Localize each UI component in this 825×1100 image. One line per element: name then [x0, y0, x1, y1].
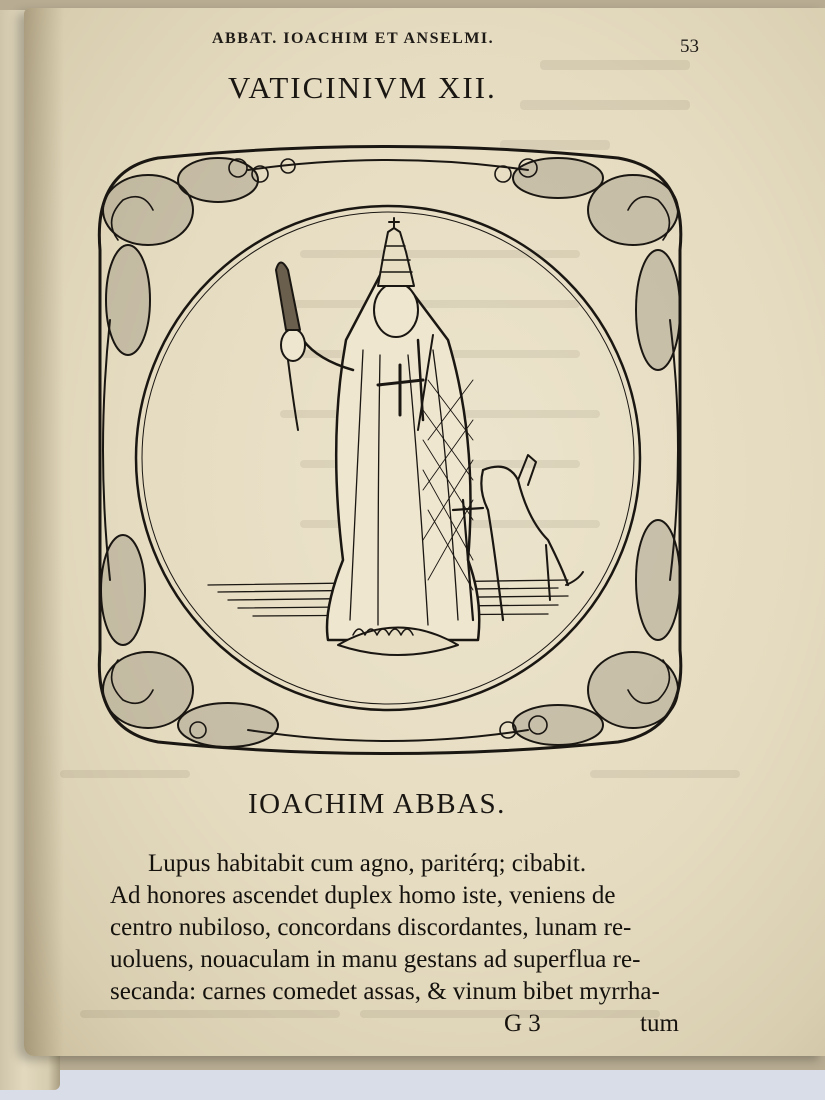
woodcut-illustration — [88, 140, 698, 760]
prophecy-title: VATICINIVM XII. — [228, 70, 497, 105]
text-line: secanda: carnes comedet assas, & vinum bibet myrrha- — [110, 978, 660, 1005]
folio-number: 53 — [680, 36, 699, 57]
catchword: tum — [640, 1010, 679, 1037]
text-line: uoluens, nouaculam in manu gestans ad superflua re- — [110, 946, 641, 973]
woodcut-caption: IOACHIM ABBAS. — [248, 788, 506, 820]
text-line: Ad honores ascendet duplex homo iste, veniens de — [110, 882, 616, 909]
text-line: Lupus habitabit cum agno, paritérq; cibabit. — [148, 850, 587, 877]
running-head: ABBAT. IOACHIM ET ANSELMI. — [212, 30, 495, 47]
signature-mark: G 3 — [504, 1010, 541, 1037]
text-line: centro nubiloso, concordans discordantes, lunam re- — [110, 914, 632, 941]
